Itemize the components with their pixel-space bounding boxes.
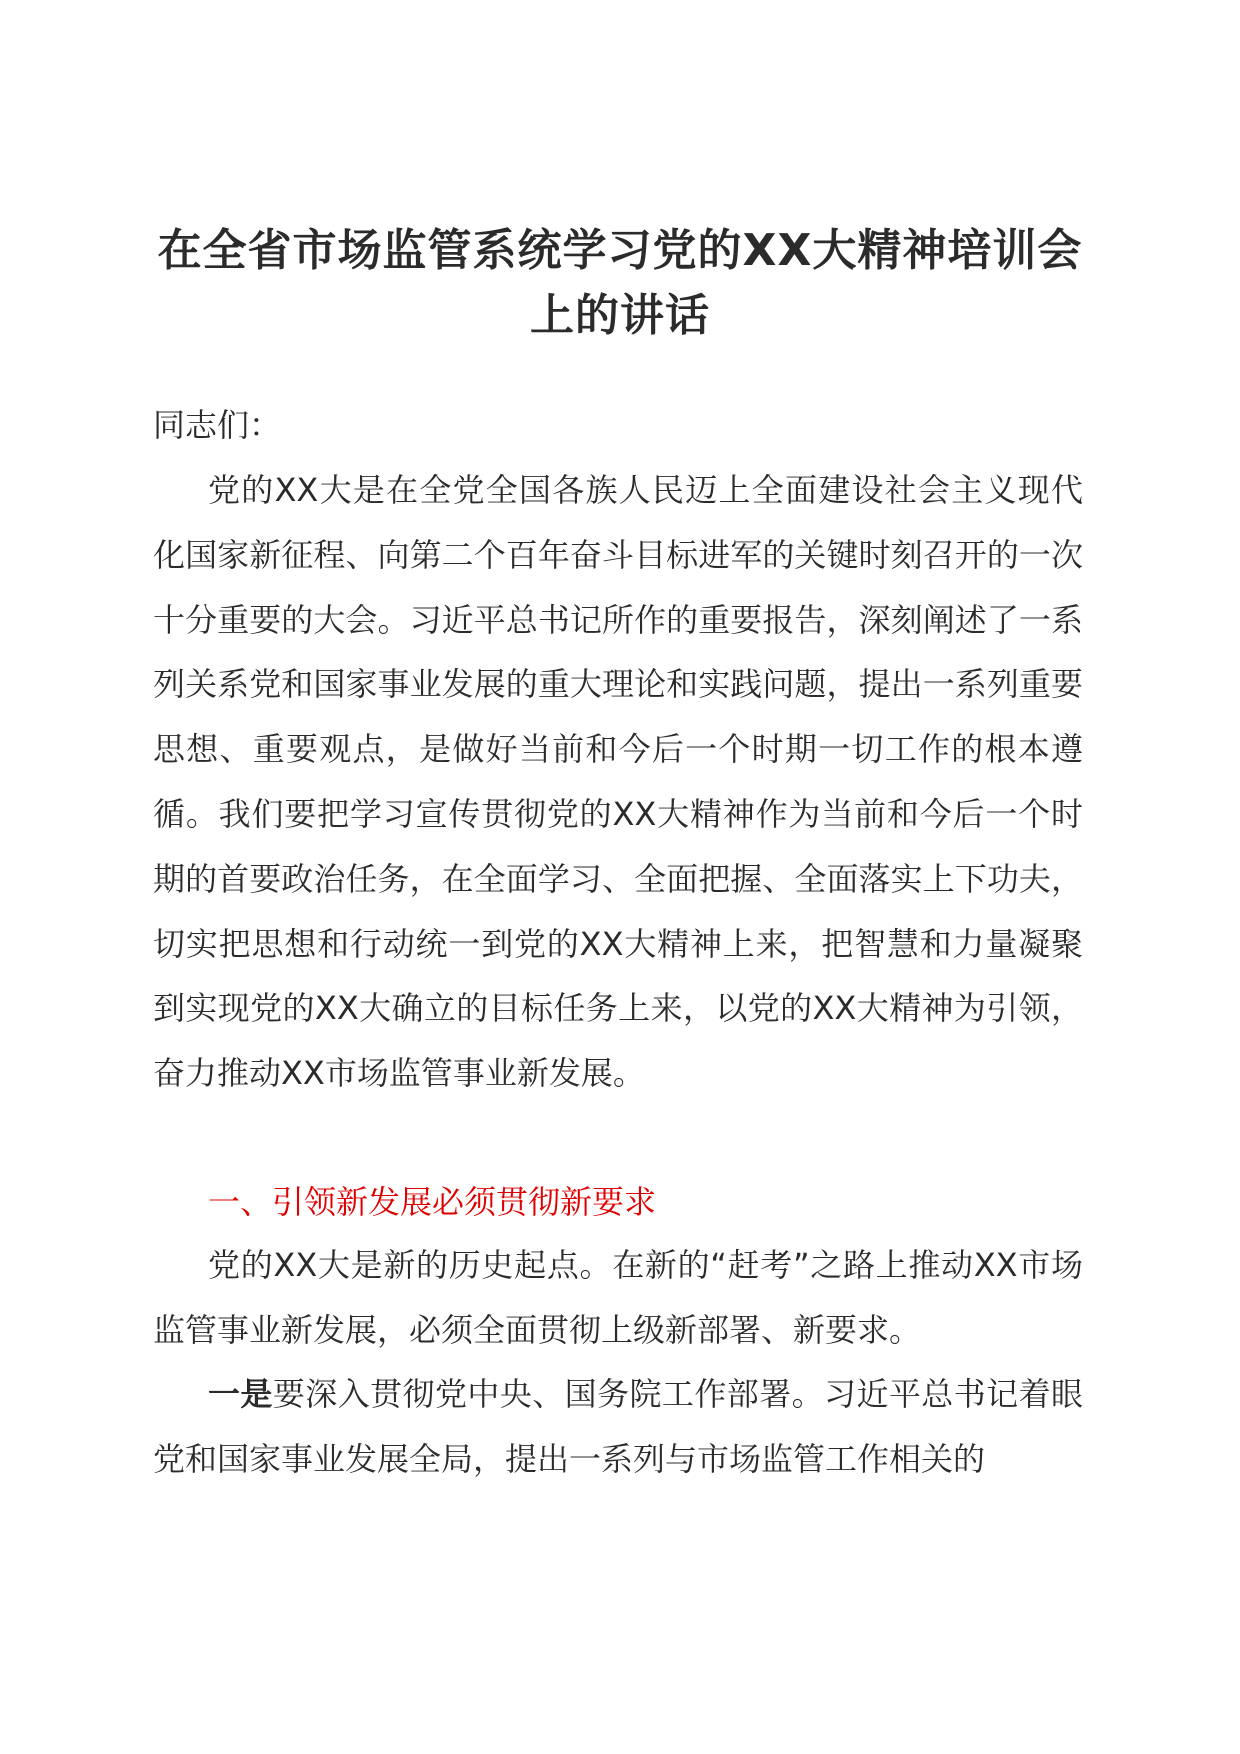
document-title: 在全省市场监管系统学习党的XX大精神培训会上的讲话 [157,225,1083,341]
point-1-lead: 一是 [208,1375,273,1413]
greeting: 同志们： [153,406,282,444]
point-1-text: 要深入贯彻党中央、国务院工作部署。习近平总书记着眼党和国家事业发展全局，提出一系列与市场监管工作相关的 [153,1375,1083,1478]
section-heading-1: 一、引领新发展必须贯彻新要求 [208,1183,657,1221]
paragraph-point-1 [153,1362,1083,1492]
paragraph-section-1-intro: 党的XX大是新的历史起点。在新的“赶考”之路上推动XX市场监管事业新发展，必须全面贯彻上级新部署、新要求。 [153,1246,1083,1349]
paragraph-intro: 党的XX大是在全党全国各族人民迈上全面建设社会主义现代化国家新征程、向第二个百年奋斗目标进军的关键时刻召开的一次十分重要的大会。习近平总书记所作的重要报告，深刻阐述了一系列关系党和国家事业发展的重大理论和实践问题，提出一系列重要思想、重要观点，是做好当前和今后一个时期一切工作的根本遵循。我们要把学习宣传贯彻党的XX大精神作为当前和今后一个时期的首要政治任务，在全面学习、全面把握、全面落实上下功夫，切实把思想和行动统一到党的XX大精神上来，把智慧和力量凝聚到实现党的XX大确立的目标任务上来，以党的XX大精神为引领，奋力推动XX市场监管事业新发展。 [153,471,1083,1093]
